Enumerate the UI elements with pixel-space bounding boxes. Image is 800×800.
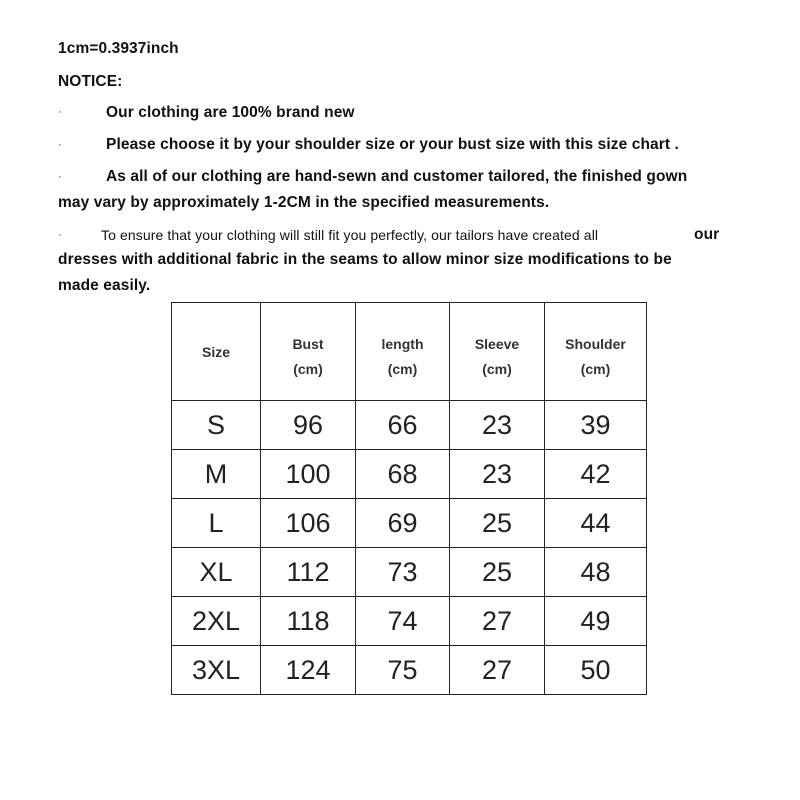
header-sleeve <box>450 303 545 401</box>
header-bust <box>261 303 356 401</box>
cell-size: L <box>172 499 261 548</box>
notice-item-hand-sewn-cont: may vary by approximately 1-2CM in the specified measurements. <box>58 194 550 211</box>
cell-size: M <box>172 450 261 499</box>
header-bust-unit: (cm) <box>293 360 323 377</box>
header-shoulder <box>545 303 647 401</box>
cell-size: S <box>172 401 261 450</box>
table-header-row <box>172 303 647 401</box>
cell-length: 73 <box>356 548 450 597</box>
cell-shoulder: 48 <box>545 548 647 597</box>
header-shoulder-unit: (cm) <box>580 360 611 377</box>
notice-item-fit-end: made easily. <box>58 277 151 294</box>
cell-bust: 106 <box>261 499 356 548</box>
cell-shoulder: 42 <box>545 450 647 499</box>
cell-length: 74 <box>356 597 450 646</box>
header-length <box>356 303 450 401</box>
cell-length: 75 <box>356 646 450 695</box>
cell-sleeve: 27 <box>450 646 545 695</box>
cell-length: 68 <box>356 450 450 499</box>
cell-shoulder: 50 <box>545 646 647 695</box>
header-length-unit: (cm) <box>387 360 418 377</box>
notice-item-fit-our: our <box>694 226 720 243</box>
cell-length: 66 <box>356 401 450 450</box>
cell-bust: 112 <box>261 548 356 597</box>
cell-shoulder: 39 <box>545 401 647 450</box>
cell-sleeve: 25 <box>450 499 545 548</box>
cell-bust: 96 <box>261 401 356 450</box>
table-row <box>172 401 647 450</box>
bullet-3: · <box>58 171 62 183</box>
cell-size: 2XL <box>172 597 261 646</box>
cell-bust: 100 <box>261 450 356 499</box>
table-row <box>172 646 647 695</box>
table-row <box>172 597 647 646</box>
bullet-4: · <box>58 229 62 241</box>
cell-shoulder: 49 <box>545 597 647 646</box>
cell-sleeve: 27 <box>450 597 545 646</box>
bullet-1: · <box>58 106 62 118</box>
header-shoulder-label: Shoulder <box>565 335 626 352</box>
cell-sleeve: 23 <box>450 401 545 450</box>
notice-item-choose-size: Please choose it by your shoulder size or your bust size with this size chart . <box>106 136 679 153</box>
conversion-note: 1cm=0.3937inch <box>58 40 179 57</box>
cell-length: 69 <box>356 499 450 548</box>
cell-shoulder: 44 <box>545 499 647 548</box>
size-table <box>171 302 647 695</box>
notice-item-fit: To ensure that your clothing will still fit you perfectly, our tailors have created all <box>101 227 599 243</box>
size-chart <box>171 302 647 695</box>
cell-bust: 118 <box>261 597 356 646</box>
cell-size: 3XL <box>172 646 261 695</box>
notice-item-brand-new: Our clothing are 100% brand new <box>106 104 355 121</box>
cell-sleeve: 25 <box>450 548 545 597</box>
header-size-label: Size <box>201 343 230 360</box>
notice-item-fit-cont: dresses with additional fabric in the seams to allow minor size modifications to be <box>58 251 672 268</box>
table-row <box>172 548 647 597</box>
header-length-label: length <box>381 335 424 352</box>
table-row <box>172 450 647 499</box>
cell-sleeve: 23 <box>450 450 545 499</box>
notice-heading: NOTICE: <box>58 73 123 90</box>
notice-item-hand-sewn: As all of our clothing are hand-sewn and customer tailored, the finished gown <box>106 168 688 185</box>
cell-bust: 124 <box>261 646 356 695</box>
header-bust-label: Bust <box>292 335 324 352</box>
header-sleeve-label: Sleeve <box>474 335 520 352</box>
table-row <box>172 499 647 548</box>
header-sleeve-unit: (cm) <box>482 360 512 377</box>
header-size <box>172 303 261 401</box>
bullet-2: · <box>58 139 62 151</box>
cell-size: XL <box>172 548 261 597</box>
